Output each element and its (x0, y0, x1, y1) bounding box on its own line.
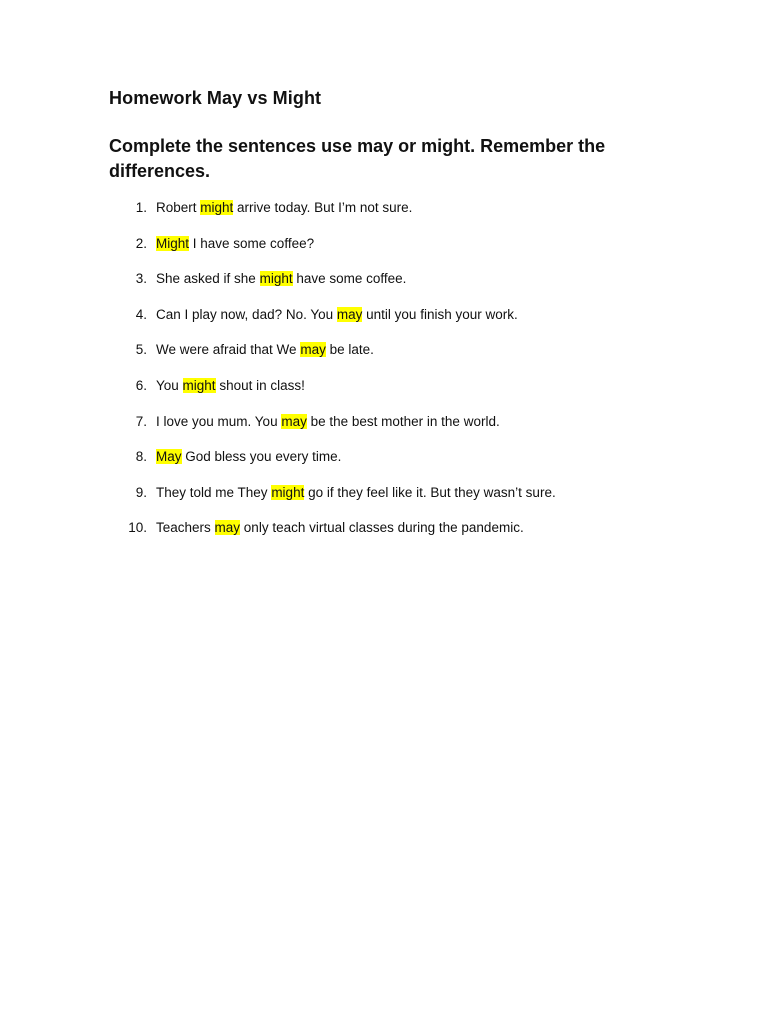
item-number: 10. (128, 520, 147, 536)
exercise-item (109, 269, 709, 305)
sentence (156, 305, 518, 325)
exercise-list (109, 198, 709, 554)
item-number: 4. (135, 306, 147, 322)
exercise-item (109, 305, 709, 341)
sentence-after: have some coffee. (292, 271, 407, 287)
sentence (156, 234, 314, 254)
sentence-after: I have some coffee? (189, 235, 315, 251)
sentence-before: We were afraid that We (156, 342, 301, 358)
highlighted-answer: might (200, 200, 234, 215)
sentence-before: Teachers (156, 520, 215, 536)
highlighted-answer: may (214, 520, 241, 536)
exercise-item (109, 234, 709, 270)
highlighted-answer: might (182, 377, 216, 393)
item-number: 1. (135, 200, 147, 215)
sentence-after: be late. (325, 342, 374, 358)
item-number: 8. (135, 449, 147, 465)
exercise-item (109, 198, 709, 234)
sentence-after: arrive today. But I’m not sure. (233, 200, 413, 215)
exercise-item (109, 483, 709, 519)
sentence (156, 198, 412, 218)
highlighted-answer: might (259, 271, 293, 287)
sentence (156, 483, 556, 503)
sentence-before: She asked if she (156, 271, 260, 287)
item-number: 5. (135, 342, 147, 358)
item-number: 7. (135, 413, 147, 429)
sentence-after: go if they feel like it. But they wasn’t sure. (304, 484, 556, 500)
highlighted-answer: may (300, 342, 326, 358)
sentence (156, 340, 374, 360)
sentence-after: until you finish your work. (362, 306, 518, 322)
highlighted-answer: May (156, 449, 182, 465)
sentence-after: be the best mother in the world. (306, 413, 500, 429)
exercise-item (109, 447, 709, 483)
exercise-item (109, 340, 709, 376)
sentence-before: Can I play now, dad? No. You (156, 306, 337, 322)
exercise-item (109, 412, 709, 448)
item-number: 9. (135, 484, 147, 500)
item-number: 3. (135, 271, 147, 287)
highlighted-answer: might (271, 484, 305, 500)
sentence-after: shout in class! (215, 377, 305, 393)
item-number: 2. (135, 235, 147, 251)
document-title: Homework May vs Might (109, 88, 322, 108)
sentence (156, 412, 500, 432)
sentence-after: only teach virtual classes during the pandemic. (240, 520, 524, 536)
highlighted-answer: may (281, 413, 307, 429)
highlighted-answer: may (336, 306, 363, 322)
sentence (156, 376, 305, 396)
exercise-item (109, 518, 709, 554)
sentence (156, 269, 406, 289)
sentence (156, 447, 341, 467)
sentence-before: I love you mum. You (156, 413, 282, 429)
instructions: Complete the sentences use may or might. Remember the differences. (109, 136, 606, 181)
sentence (156, 518, 524, 538)
highlighted-answer: Might (156, 235, 190, 251)
sentence-before: You (156, 377, 183, 393)
sentence-after: God bless you every time. (181, 449, 342, 465)
item-number: 6. (135, 377, 147, 393)
exercise-item (109, 376, 709, 412)
sentence-before: They told me They (156, 484, 272, 500)
sentence-before: Robert (156, 200, 201, 215)
